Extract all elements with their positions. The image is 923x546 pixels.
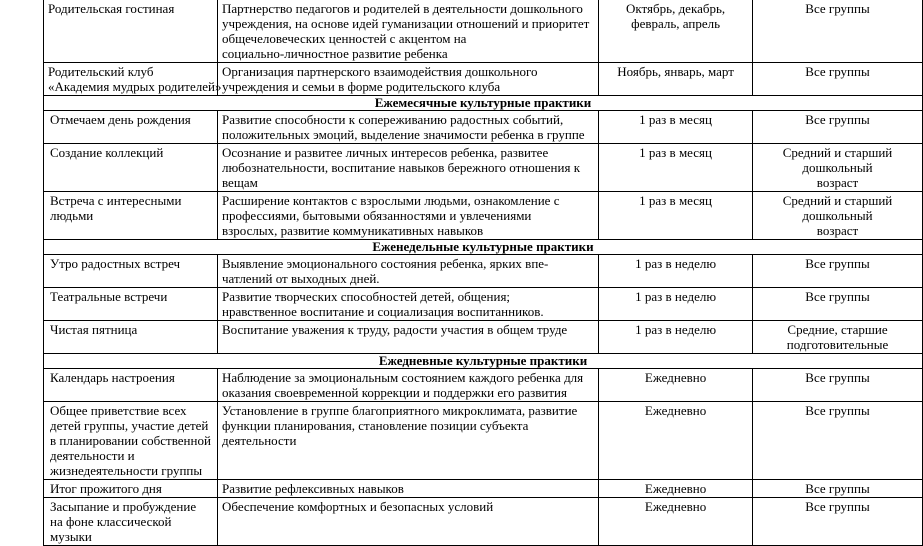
- practice-groups-cell-line: Средний и старший: [782, 193, 893, 208]
- practice-frequency-cell: [599, 402, 753, 480]
- practice-frequency-cell: [599, 63, 753, 96]
- practice-name-cell-line: деятельности и: [50, 448, 135, 463]
- practice-frequency-cell-line: Ноябрь, январь, март: [617, 64, 734, 79]
- practice-groups-cell: [753, 111, 923, 144]
- practice-goal-cell-line: Обеспечение комфортных и безопасных условий: [221, 499, 494, 514]
- practice-name-cell-line: Календарь настроения: [50, 370, 175, 385]
- practice-goal-cell-line: любознательности, воспитание навыков бережного отношения к: [221, 160, 581, 175]
- practice-groups-cell: [753, 369, 923, 402]
- table-row: [44, 498, 923, 546]
- practice-frequency-cell-line: Октябрь, декабрь,: [626, 1, 726, 16]
- table-row: [44, 255, 923, 288]
- practice-frequency-cell: [599, 144, 753, 192]
- practice-goal-cell-line: Расширение контактов с взрослыми людьми, ознакомление с: [221, 193, 560, 208]
- practice-name-cell-line: Засыпание и пробуждение: [50, 499, 197, 514]
- practice-frequency-cell: [599, 111, 753, 144]
- practice-groups-cell-line: дошкольный: [802, 208, 873, 223]
- practice-name-cell-line: Отмечаем день рождения: [50, 112, 191, 127]
- table-row: [44, 369, 923, 402]
- practice-goal-cell-line: оказания своевременной коррекции и поддержки его развития: [221, 385, 567, 400]
- section-header-row: [44, 240, 923, 255]
- practice-goal-cell-line: вещам: [221, 175, 258, 190]
- practice-frequency-cell: [599, 0, 753, 63]
- practice-goal-cell-line: общечеловеческих ценностей с акцентом на: [221, 31, 467, 46]
- practice-name-cell: [44, 192, 218, 240]
- section-title: Ежемесячные культурные практики: [44, 96, 923, 111]
- practice-groups-cell: [753, 144, 923, 192]
- practice-groups-cell-line: подготовительные: [786, 337, 889, 352]
- practice-goal-cell-line: Развитие способности к сопереживанию радостных событий,: [221, 112, 564, 127]
- practice-name-cell: [44, 288, 218, 321]
- practice-goal-cell: [217, 498, 598, 546]
- practice-groups-cell-line: Средние, старшие: [787, 322, 888, 337]
- table-row: [44, 0, 923, 63]
- practice-frequency-cell: [599, 288, 753, 321]
- practice-groups-cell: [753, 402, 923, 480]
- practice-goal-cell-line: Развитие рефлексивных навыков: [221, 481, 404, 496]
- practice-name-cell-line: людьми: [50, 208, 94, 223]
- section-title: Ежедневные культурные практики: [44, 354, 923, 369]
- practice-groups-cell: [753, 0, 923, 63]
- practice-goal-cell-line: учреждения и семьи в форме родительского клуба: [221, 79, 501, 94]
- practice-goal-cell: [217, 192, 598, 240]
- practice-name-cell: [44, 111, 218, 144]
- practice-goal-cell: [217, 144, 598, 192]
- practice-goal-cell: [217, 111, 598, 144]
- section-header-row: [44, 354, 923, 369]
- practice-name-cell-line: жизнедеятельности группы: [50, 463, 203, 478]
- practice-frequency-cell-line: Ежедневно: [644, 499, 707, 514]
- table-row: [44, 402, 923, 480]
- practice-name-cell-line: Родительский клуб: [48, 64, 154, 79]
- practice-groups-cell-line: Средний и старший: [782, 145, 893, 160]
- practice-goal-cell-line: Развитие творческих способностей детей, общения;: [221, 289, 511, 304]
- practice-name-cell: [44, 402, 218, 480]
- practice-groups-cell: [753, 255, 923, 288]
- practice-goal-cell: [217, 288, 598, 321]
- practice-goal-cell: [217, 480, 598, 498]
- practice-groups-cell-line: Все группы: [805, 112, 870, 127]
- table-row: [44, 480, 923, 498]
- practice-name-cell-line: на фоне классической: [50, 514, 172, 529]
- practice-frequency-cell-line: Ежедневно: [644, 370, 707, 385]
- practice-name-cell: [44, 144, 218, 192]
- practices-table: [43, 0, 923, 546]
- practice-name-cell-line: в планировании собственной: [50, 433, 211, 448]
- table-row: [44, 144, 923, 192]
- practice-goal-cell-line: нравственное воспитание и социализация воспитанников.: [221, 304, 544, 319]
- practice-frequency-cell-line: Ежедневно: [644, 403, 707, 418]
- practice-groups-cell-line: Все группы: [805, 289, 870, 304]
- practice-goal-cell: [217, 255, 598, 288]
- practice-goal-cell-line: Организация партнерского взаимодействия дошкольного: [221, 64, 538, 79]
- practice-frequency-cell: [599, 255, 753, 288]
- practice-goal-cell-line: Наблюдение за эмоциональным состоянием каждого ребенка для: [221, 370, 584, 385]
- practice-frequency-cell-line: 1 раз в месяц: [639, 112, 712, 127]
- table-row: [44, 192, 923, 240]
- practice-groups-cell-line: Все группы: [805, 1, 870, 16]
- practice-frequency-cell-line: 1 раз в неделю: [635, 322, 717, 337]
- practice-frequency-cell-line: 1 раз в неделю: [635, 256, 717, 271]
- practice-groups-cell: [753, 480, 923, 498]
- table-row: [44, 321, 923, 354]
- practice-goal-cell: [217, 0, 598, 63]
- practice-groups-cell: [753, 192, 923, 240]
- practice-goal-cell-line: профессиями, бытовыми обязанностями и увлечениями: [221, 208, 532, 223]
- practice-goal-cell-line: взрослых, развитие коммуникативных навыков: [221, 223, 484, 238]
- practice-groups-cell-line: Все группы: [805, 370, 870, 385]
- practice-groups-cell-line: Все группы: [805, 403, 870, 418]
- practices-table-body: [44, 0, 923, 546]
- practice-goal-cell-line: деятельности: [221, 433, 297, 448]
- practice-name-cell: [44, 369, 218, 402]
- practice-frequency-cell: [599, 321, 753, 354]
- practice-name-cell: [44, 480, 218, 498]
- practice-goal-cell-line: Установление в группе благоприятного микроклимата, развитие: [221, 403, 578, 418]
- practice-goal-cell-line: Выявление эмоционального состояния ребенка, ярких впе-: [221, 256, 549, 271]
- practice-frequency-cell: [599, 498, 753, 546]
- practice-groups-cell-line: Все группы: [805, 256, 870, 271]
- practice-groups-cell-line: Все группы: [805, 499, 870, 514]
- practice-name-cell-line: Утро радостных встреч: [50, 256, 181, 271]
- practice-goal-cell-line: социально-личностное развитие ребенка: [221, 46, 448, 61]
- practice-name-cell-line: музыки: [50, 529, 92, 544]
- table-row: [44, 288, 923, 321]
- practice-frequency-cell-line: Ежедневно: [644, 481, 707, 496]
- practice-goal-cell: [217, 321, 598, 354]
- practice-name-cell: [44, 0, 218, 63]
- practice-name-cell: [44, 255, 218, 288]
- practice-groups-cell: [753, 498, 923, 546]
- practice-name-cell: [44, 63, 222, 96]
- practice-goal-cell: [217, 402, 598, 480]
- practice-name-cell-line: Родительская гостиная: [48, 1, 175, 16]
- practice-frequency-cell-line: 1 раз в неделю: [635, 289, 717, 304]
- practice-groups-cell-line: возраст: [816, 175, 859, 190]
- practice-goal-cell-line: Партнерство педагогов и родителей в деятельности дошкольного: [221, 1, 583, 16]
- practice-goal-cell: [217, 63, 598, 96]
- practice-name-cell-line: Создание коллекций: [50, 145, 164, 160]
- practice-frequency-cell-line: февраль, апрель: [631, 16, 721, 31]
- practice-name-cell-line: Встреча с интересными: [50, 193, 182, 208]
- practice-goal-cell-line: Воспитание уважения к труду, радости участия в общем труде: [221, 322, 568, 337]
- practice-frequency-cell: [599, 192, 753, 240]
- practice-name-cell-line: Театральные встречи: [50, 289, 168, 304]
- section-header-row: [44, 96, 923, 111]
- practice-goal-cell-line: чатлений от выходных дней.: [221, 271, 380, 286]
- practice-groups-cell-line: дошкольный: [802, 160, 873, 175]
- practice-name-cell-line: детей группы, участие детей: [50, 418, 209, 433]
- practice-groups-cell-line: возраст: [816, 223, 859, 238]
- practice-name-cell-line: Чистая пятница: [50, 322, 138, 337]
- practice-groups-cell: [753, 63, 923, 96]
- practice-groups-cell: [753, 288, 923, 321]
- practice-name-cell-line: Общее приветствие всех: [50, 403, 187, 418]
- practice-goal-cell-line: Осознание и развитее личных интересов ребенка, развитее: [221, 145, 549, 160]
- practice-frequency-cell: [599, 369, 753, 402]
- practice-name-cell: [44, 321, 218, 354]
- practice-name-cell-line: Итог прожитого дня: [50, 481, 162, 496]
- table-row: [44, 111, 923, 144]
- section-title: Еженедельные культурные практики: [44, 240, 923, 255]
- practice-goal-cell-line: учреждения, на основе идей гуманизации отношений и приоритет: [221, 16, 590, 31]
- practice-name-cell: [44, 498, 218, 546]
- practice-groups-cell-line: Все группы: [805, 481, 870, 496]
- practice-frequency-cell: [599, 480, 753, 498]
- practice-groups-cell-line: Все группы: [805, 64, 870, 79]
- practice-goal-cell-line: функции планирования, становление позиции субъекта: [221, 418, 529, 433]
- practice-goal-cell-line: положительных эмоций, выделение значимости ребенка в группе: [221, 127, 585, 142]
- practice-frequency-cell-line: 1 раз в месяц: [639, 193, 712, 208]
- table-row: [44, 63, 923, 96]
- practice-goal-cell: [217, 369, 598, 402]
- practice-frequency-cell-line: 1 раз в месяц: [639, 145, 712, 160]
- practice-groups-cell: [753, 321, 923, 354]
- practice-name-cell-line: «Академия мудрых родителей»: [48, 79, 222, 94]
